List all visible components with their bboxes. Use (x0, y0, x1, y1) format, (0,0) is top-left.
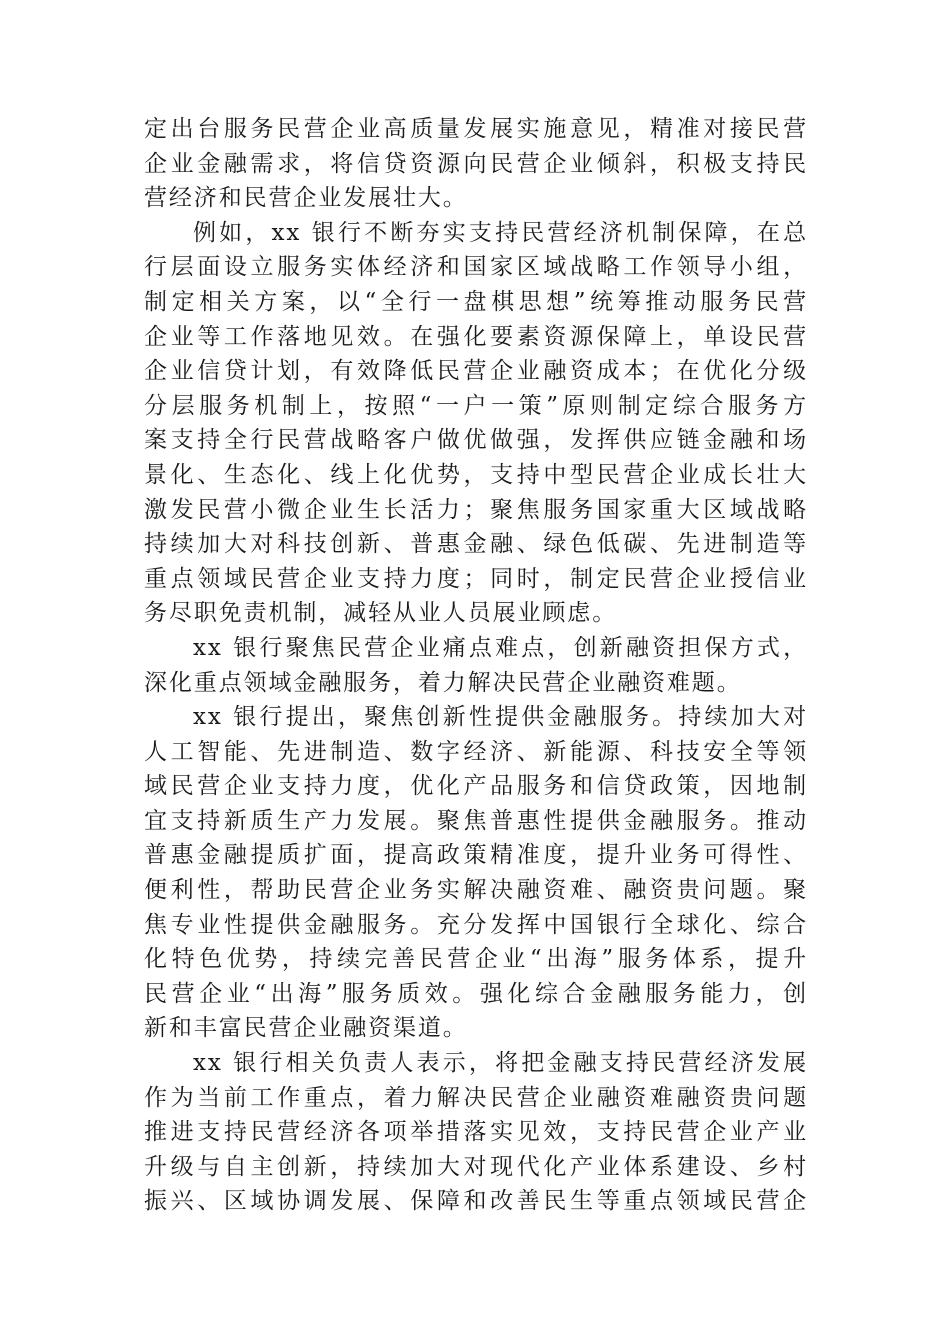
text-line: 域民营企业支持力度，优化产品服务和信贷政策，因地制 (144, 773, 808, 800)
text-line: 普惠金融提质扩面，提高政策精准度，提升业务可得性、 (144, 842, 808, 869)
text-line: 升级与自主创新，持续加大对现代化产业体系建设、乡村 (144, 1153, 808, 1180)
text-line: 行层面设立服务实体经济和国家区域战略工作领导小组， (144, 254, 808, 281)
text-line: 民营企业“出海”服务质效。强化综合金融服务能力，创 (144, 980, 808, 1007)
text-line: xx 银行相关负责人表示，将把金融支持民营经济发展 (193, 1050, 808, 1077)
text-line: 案支持全行民营战略客户做优做强，发挥供应链金融和场 (144, 427, 808, 454)
text-line: xx 银行聚焦民营企业痛点难点，创新融资担保方式， (193, 634, 808, 661)
paragraph (144, 216, 808, 631)
text-line: 分层服务机制上，按照“一户一策”原则制定综合服务方 (144, 392, 808, 419)
paragraph (144, 700, 808, 1046)
text-line: 持续加大对科技创新、普惠金融、绿色低碳、先进制造等 (144, 531, 808, 558)
text-line: xx 银行提出，聚焦创新性提供金融服务。持续加大对 (193, 704, 808, 731)
text-line: 人工智能、先进制造、数字经济、新能源、科技安全等领 (144, 738, 808, 765)
text-line: 推进支持民营经济各项举措落实见效，支持民营企业产业 (144, 1119, 808, 1146)
text-line: 便利性，帮助民营企业务实解决融资难、融资贵问题。聚 (144, 877, 808, 904)
document-body (144, 112, 808, 1219)
text-line: 景化、生态化、线上化优势，支持中型民营企业成长壮大 (144, 461, 808, 488)
text-line: 营经济和民营企业发展壮大。 (144, 185, 468, 212)
text-line: 企业金融需求，将信贷资源向民营企业倾斜，积极支持民 (144, 150, 808, 177)
text-line: 例如，xx 银行不断夯实支持民营经济机制保障，在总 (193, 219, 808, 246)
text-line: 企业信贷计划，有效降低民营企业融资成本；在优化分级 (144, 358, 808, 385)
text-line: 宜支持新质生产力发展。聚焦普惠性提供金融服务。推动 (144, 807, 808, 834)
text-line: 振兴、区域协调发展、保障和改善民生等重点领域民营企 (144, 1188, 808, 1215)
paragraph (144, 112, 808, 216)
text-line: 重点领域民营企业支持力度；同时，制定民营企业授信业 (144, 565, 808, 592)
text-line: 企业等工作落地见效。在强化要素资源保障上，单设民营 (144, 323, 808, 350)
text-line: 新和丰富民营企业融资渠道。 (144, 1015, 468, 1042)
text-line: 制定相关方案，以“全行一盘棋思想”统筹推动服务民营 (144, 288, 808, 315)
paragraph (144, 1046, 808, 1219)
text-line: 激发民营小微企业生长活力；聚焦服务国家重大区域战略 (144, 496, 808, 523)
text-line: 定出台服务民营企业高质量发展实施意见，精准对接民营 (144, 116, 808, 142)
text-line: 化特色优势，持续完善民营企业“出海”服务体系，提升 (144, 946, 808, 973)
text-line: 务尽职免责机制，减轻从业人员展业顾虑。 (144, 600, 618, 627)
text-line: 焦专业性提供金融服务。充分发挥中国银行全球化、综合 (144, 911, 808, 938)
text-line: 深化重点领域金融服务，着力解决民营企业融资难题。 (144, 669, 742, 696)
paragraph (144, 631, 808, 700)
text-line: 作为当前工作重点，着力解决民营企业融资难融资贵问题 (144, 1084, 808, 1111)
